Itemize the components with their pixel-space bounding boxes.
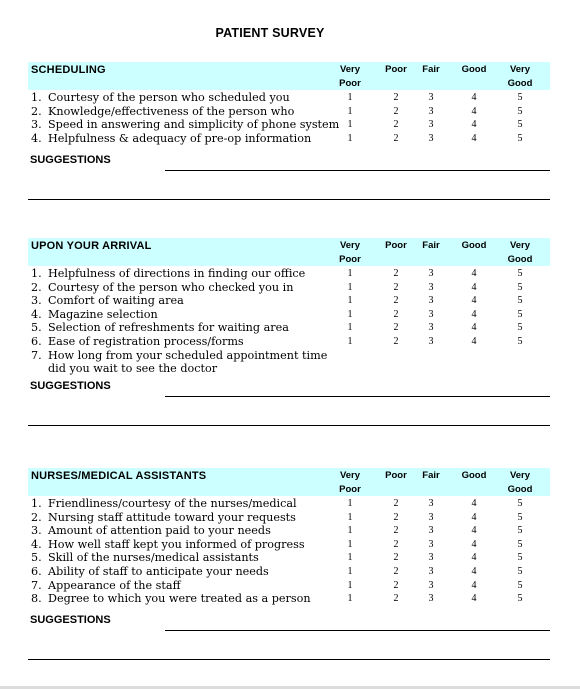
rating-option-4[interactable]: 4 xyxy=(471,525,477,537)
rating-option-4[interactable]: 4 xyxy=(471,281,477,293)
question-number: 3. xyxy=(31,524,42,538)
rating-column-header-very-poor xyxy=(330,63,370,90)
question-number: 1. xyxy=(31,497,42,510)
rating-option-5[interactable]: 5 xyxy=(517,105,523,117)
question-text: How long from your scheduled appointment time xyxy=(48,348,328,362)
question-number: 2. xyxy=(31,510,42,524)
question-number: 6. xyxy=(31,565,42,578)
question-text: Degree to which you were treated as a person xyxy=(48,592,311,606)
rating-column-header-very-poor xyxy=(330,469,370,496)
suggestions-input-line[interactable] xyxy=(28,659,550,660)
rating-option-2[interactable]: 2 xyxy=(393,552,399,564)
rating-column-header-poor xyxy=(376,239,416,253)
question-text: Comfort of waiting area xyxy=(48,294,184,308)
rating-option-3[interactable]: 3 xyxy=(428,322,434,334)
rating-option-4[interactable]: 4 xyxy=(471,92,477,103)
rating-option-3[interactable]: 3 xyxy=(428,593,434,605)
rating-option-3[interactable]: 3 xyxy=(428,566,434,577)
column-header-line: Poor xyxy=(385,64,407,75)
question-number: 4. xyxy=(31,307,42,321)
question-number: 3. xyxy=(31,294,42,308)
rating-option-3[interactable]: 3 xyxy=(428,525,434,537)
survey-question xyxy=(31,281,551,295)
rating-option-3[interactable]: 3 xyxy=(428,308,434,320)
question-text: Skill of the nurses/medical assistants xyxy=(48,551,259,565)
column-header-line: Good xyxy=(507,253,533,265)
rating-option-5[interactable]: 5 xyxy=(517,322,523,334)
rating-option-3[interactable]: 3 xyxy=(428,336,434,347)
question-text: How well staff kept you informed of progress xyxy=(48,537,305,551)
survey-question xyxy=(31,118,551,132)
rating-option-5[interactable]: 5 xyxy=(517,593,523,605)
survey-question xyxy=(31,335,551,349)
column-header-line: Very xyxy=(339,64,361,75)
survey-question xyxy=(31,362,551,376)
suggestions-input-line[interactable] xyxy=(165,170,550,171)
column-header-line: Fair xyxy=(422,470,440,481)
rating-option-5[interactable]: 5 xyxy=(517,295,523,307)
rating-column-header-very-good xyxy=(500,63,540,90)
question-number: 3. xyxy=(31,118,42,132)
rating-option-4[interactable]: 4 xyxy=(471,105,477,117)
rating-option-2[interactable]: 2 xyxy=(393,538,399,550)
rating-option-2[interactable]: 2 xyxy=(393,281,399,293)
survey-question xyxy=(31,321,551,335)
survey-question xyxy=(31,294,551,308)
column-header-line: Very xyxy=(339,470,361,481)
column-header-line: Poor xyxy=(339,77,361,89)
rating-option-2[interactable]: 2 xyxy=(393,593,399,605)
rating-option-1[interactable]: 1 xyxy=(347,322,353,334)
survey-question xyxy=(31,524,551,538)
rating-option-2[interactable]: 2 xyxy=(393,132,399,144)
rating-option-3[interactable]: 3 xyxy=(428,92,434,103)
rating-option-2[interactable]: 2 xyxy=(393,498,399,509)
rating-option-1[interactable]: 1 xyxy=(347,498,353,509)
rating-option-3[interactable]: 3 xyxy=(428,281,434,293)
rating-column-header-very-poor xyxy=(330,239,370,266)
section-header xyxy=(28,468,550,496)
rating-option-5[interactable]: 5 xyxy=(517,525,523,537)
survey-question xyxy=(31,349,551,363)
rating-option-3[interactable]: 3 xyxy=(428,498,434,509)
question-text: did you wait to see the doctor xyxy=(48,362,218,376)
rating-option-3[interactable]: 3 xyxy=(428,511,434,523)
rating-option-1[interactable]: 1 xyxy=(347,579,353,591)
column-header-line: Poor xyxy=(339,483,361,495)
rating-option-1[interactable]: 1 xyxy=(347,92,353,103)
rating-option-5[interactable]: 5 xyxy=(517,498,523,509)
rating-option-5[interactable]: 5 xyxy=(517,336,523,347)
rating-option-1[interactable]: 1 xyxy=(347,268,353,279)
rating-option-2[interactable]: 2 xyxy=(393,511,399,523)
survey-question xyxy=(31,267,551,281)
question-number: 7. xyxy=(31,578,42,592)
rating-option-4[interactable]: 4 xyxy=(471,308,477,320)
rating-option-5[interactable]: 5 xyxy=(517,308,523,320)
column-header-line: Fair xyxy=(422,64,440,75)
rating-option-3[interactable]: 3 xyxy=(428,295,434,307)
survey-question xyxy=(31,132,551,146)
rating-option-5[interactable]: 5 xyxy=(517,132,523,144)
rating-option-1[interactable]: 1 xyxy=(347,538,353,550)
rating-column-header-good xyxy=(454,469,494,483)
suggestions-input-line[interactable] xyxy=(165,630,550,631)
question-text: Speed in answering and simplicity of phone system xyxy=(48,118,340,132)
question-text: Knowledge/effectiveness of the person who xyxy=(48,104,295,118)
rating-option-4[interactable]: 4 xyxy=(471,511,477,523)
rating-option-3[interactable]: 3 xyxy=(428,105,434,117)
rating-option-2[interactable]: 2 xyxy=(393,268,399,279)
rating-option-4[interactable]: 4 xyxy=(471,538,477,550)
survey-question xyxy=(31,497,551,511)
question-number: 5. xyxy=(31,551,42,565)
suggestions-input-line[interactable] xyxy=(28,199,550,200)
column-header-line: Good xyxy=(461,470,487,481)
question-number: 1. xyxy=(31,267,42,280)
question-text: Friendliness/courtesy of the nurses/medical xyxy=(48,497,297,510)
rating-option-5[interactable]: 5 xyxy=(517,566,523,577)
question-number: 2. xyxy=(31,104,42,118)
rating-option-1[interactable]: 1 xyxy=(347,281,353,293)
survey-question xyxy=(31,308,551,322)
rating-option-4[interactable]: 4 xyxy=(471,579,477,591)
rating-option-1[interactable]: 1 xyxy=(347,119,353,131)
rating-column-header-poor xyxy=(376,63,416,77)
question-number: 4. xyxy=(31,537,42,551)
question-number: 4. xyxy=(31,131,42,145)
section-title: NURSES/MEDICAL ASSISTANTS xyxy=(31,470,207,482)
rating-option-5[interactable]: 5 xyxy=(517,281,523,293)
rating-option-5[interactable]: 5 xyxy=(517,92,523,103)
rating-option-2[interactable]: 2 xyxy=(393,92,399,103)
column-header-line: Good xyxy=(507,483,533,495)
column-header-line: Poor xyxy=(339,253,361,265)
rating-option-1[interactable]: 1 xyxy=(347,566,353,577)
page-title: PATIENT SURVEY xyxy=(215,26,325,40)
rating-option-2[interactable]: 2 xyxy=(393,119,399,131)
question-text: Nursing staff attitude toward your requests xyxy=(48,510,296,524)
column-header-line: Very xyxy=(509,64,531,75)
rating-option-4[interactable]: 4 xyxy=(471,295,477,307)
rating-option-3[interactable]: 3 xyxy=(428,268,434,279)
question-text: Courtesy of the person who scheduled you xyxy=(48,91,290,104)
rating-option-4[interactable]: 4 xyxy=(471,498,477,509)
column-header-line: Very xyxy=(509,240,531,251)
rating-option-2[interactable]: 2 xyxy=(393,566,399,577)
question-number: 6. xyxy=(31,335,42,348)
question-text: Courtesy of the person who checked you in xyxy=(48,280,294,294)
survey-question xyxy=(31,538,551,552)
rating-option-4[interactable]: 4 xyxy=(471,119,477,131)
column-header-line: Very xyxy=(339,240,361,251)
survey-question xyxy=(31,592,551,606)
rating-option-4[interactable]: 4 xyxy=(471,566,477,577)
section-header xyxy=(28,238,550,266)
column-header-line: Good xyxy=(507,77,533,89)
question-text: Appearance of the staff xyxy=(48,578,181,592)
survey-question xyxy=(31,551,551,565)
rating-option-2[interactable]: 2 xyxy=(393,322,399,334)
question-number: 8. xyxy=(31,592,42,606)
rating-option-2[interactable]: 2 xyxy=(393,105,399,117)
column-header-line: Fair xyxy=(422,240,440,251)
question-text: Ability of staff to anticipate your needs xyxy=(48,565,269,578)
rating-option-1[interactable]: 1 xyxy=(347,308,353,320)
question-text: Helpfulness & adequacy of pre-op information xyxy=(48,131,312,145)
survey-question xyxy=(31,91,551,105)
rating-option-4[interactable]: 4 xyxy=(471,336,477,347)
question-text: Magazine selection xyxy=(48,307,158,321)
rating-option-1[interactable]: 1 xyxy=(347,552,353,564)
rating-option-5[interactable]: 5 xyxy=(517,552,523,564)
question-number: 5. xyxy=(31,321,42,335)
suggestions-label: SUGGESTIONS xyxy=(30,614,111,626)
survey-question xyxy=(31,105,551,119)
rating-option-4[interactable]: 4 xyxy=(471,132,477,144)
rating-option-4[interactable]: 4 xyxy=(471,593,477,605)
rating-option-5[interactable]: 5 xyxy=(517,538,523,550)
rating-option-1[interactable]: 1 xyxy=(347,295,353,307)
rating-option-1[interactable]: 1 xyxy=(347,336,353,347)
question-number: 2. xyxy=(31,280,42,294)
survey-question xyxy=(31,511,551,525)
rating-option-1[interactable]: 1 xyxy=(347,511,353,523)
column-header-line: Poor xyxy=(385,470,407,481)
rating-option-2[interactable]: 2 xyxy=(393,308,399,320)
section-title: SCHEDULING xyxy=(31,64,106,76)
rating-option-2[interactable]: 2 xyxy=(393,525,399,537)
rating-option-2[interactable]: 2 xyxy=(393,295,399,307)
rating-column-header-fair xyxy=(411,239,451,253)
question-text: Selection of refreshments for waiting area xyxy=(48,321,289,335)
question-text: Helpfulness of directions in finding our office xyxy=(48,267,306,280)
rating-option-5[interactable]: 5 xyxy=(517,579,523,591)
survey-question xyxy=(31,579,551,593)
rating-column-header-fair xyxy=(411,63,451,77)
rating-option-2[interactable]: 2 xyxy=(393,579,399,591)
rating-option-3[interactable]: 3 xyxy=(428,132,434,144)
rating-option-2[interactable]: 2 xyxy=(393,336,399,347)
column-header-line: Good xyxy=(461,64,487,75)
rating-option-1[interactable]: 1 xyxy=(347,525,353,537)
rating-option-4[interactable]: 4 xyxy=(471,268,477,279)
rating-option-3[interactable]: 3 xyxy=(428,579,434,591)
rating-column-header-very-good xyxy=(500,239,540,266)
suggestions-label: SUGGESTIONS xyxy=(30,154,111,166)
rating-column-header-good xyxy=(454,239,494,253)
rating-option-5[interactable]: 5 xyxy=(517,119,523,131)
suggestions-input-line[interactable] xyxy=(28,425,550,426)
rating-column-header-poor xyxy=(376,469,416,483)
suggestions-input-line[interactable] xyxy=(165,396,550,397)
section-header xyxy=(28,62,550,90)
suggestions-label: SUGGESTIONS xyxy=(30,380,111,392)
rating-option-5[interactable]: 5 xyxy=(517,511,523,523)
column-header-line: Very xyxy=(509,470,531,481)
question-number: 7. xyxy=(31,348,42,362)
rating-option-3[interactable]: 3 xyxy=(428,552,434,564)
rating-option-4[interactable]: 4 xyxy=(471,552,477,564)
rating-column-header-fair xyxy=(411,469,451,483)
question-number: 1. xyxy=(31,91,42,104)
rating-column-header-good xyxy=(454,63,494,77)
survey-question xyxy=(31,565,551,579)
question-text: Amount of attention paid to your needs xyxy=(48,524,271,538)
rating-option-3[interactable]: 3 xyxy=(428,538,434,550)
question-text: Ease of registration process/forms xyxy=(48,335,244,348)
rating-column-header-very-good xyxy=(500,469,540,496)
column-header-line: Good xyxy=(461,240,487,251)
column-header-line: Poor xyxy=(385,240,407,251)
rating-option-4[interactable]: 4 xyxy=(471,322,477,334)
section-title: UPON YOUR ARRIVAL xyxy=(31,240,152,252)
rating-option-3[interactable]: 3 xyxy=(428,119,434,131)
rating-option-5[interactable]: 5 xyxy=(517,268,523,279)
rating-option-1[interactable]: 1 xyxy=(347,105,353,117)
rating-option-1[interactable]: 1 xyxy=(347,593,353,605)
rating-option-1[interactable]: 1 xyxy=(347,132,353,144)
